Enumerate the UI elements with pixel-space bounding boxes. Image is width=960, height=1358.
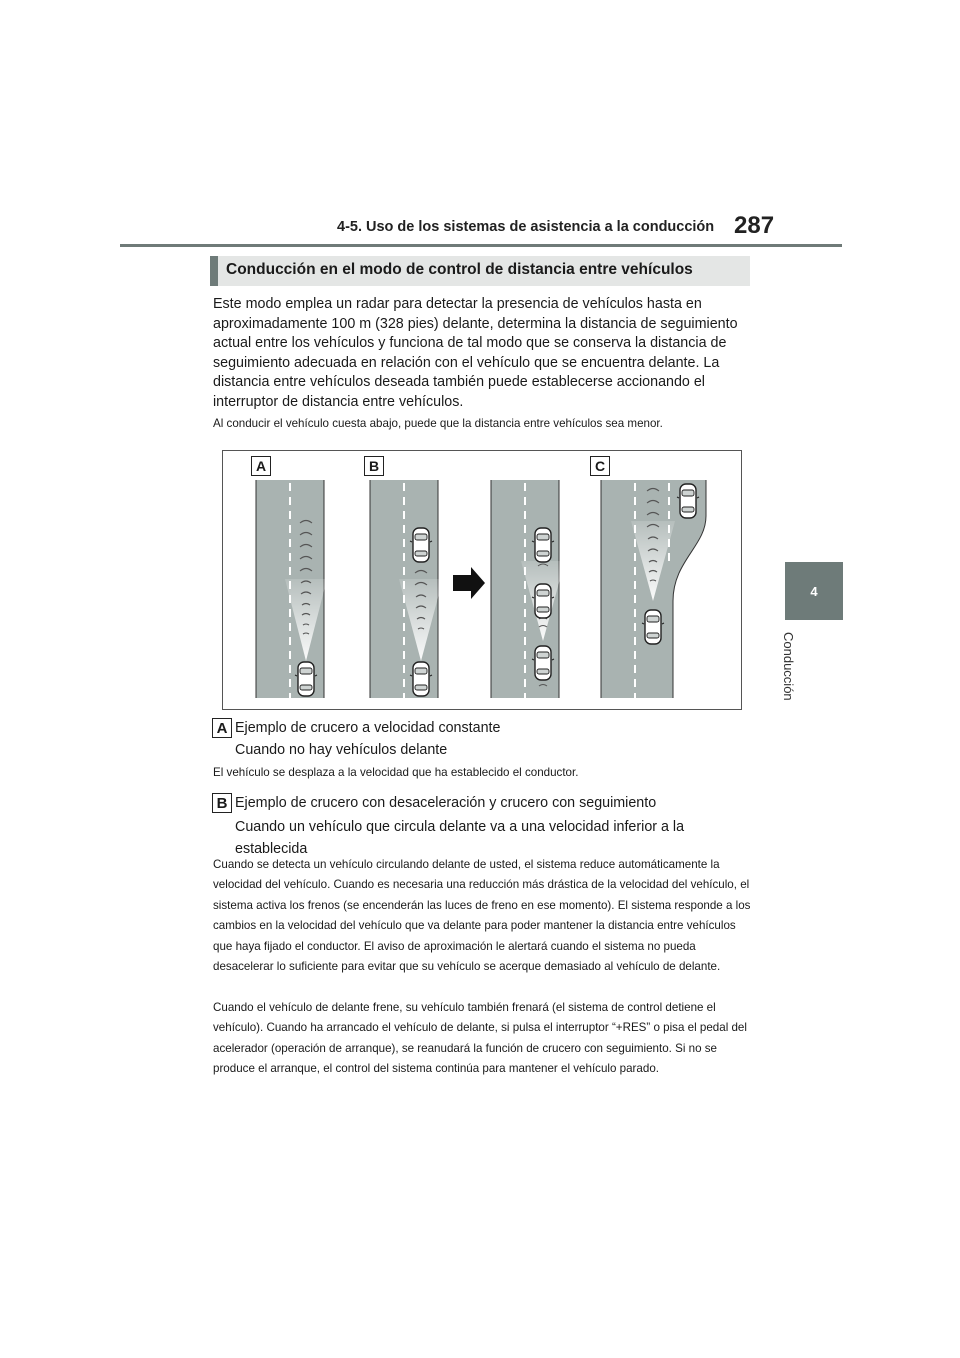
section-title: Conducción en el modo de control de distancia entre vehículos [226, 261, 693, 278]
paragraph-stop-and-go: Cuando el vehículo de delante frene, su vehículo también frenará (el sistema de control detiene el vehículo). Cuando ha arrancado el vehículo de delante, si pulsa el interruptor “+RES” o pisa el pedal del acelerador (operación de arranque), se reanudará la función de crucero con seguimiento. Si no se produce el arranque, el control del sistema continúa para mantener el vehículo parado. [213, 1001, 747, 1076]
leading-vehicle-icon [532, 528, 554, 562]
item-b-title: Ejemplo de crucero con desaceleración y crucero con seguimiento [235, 795, 657, 811]
cruise-control-figure [222, 450, 742, 710]
own-vehicle-icon [642, 610, 664, 644]
chapter-label: Conducción [781, 632, 796, 701]
item-b-subtitle: Cuando un vehículo que circula delante va a una velocidad inferior a la establecida [235, 819, 685, 857]
item-b-label: B [212, 793, 232, 813]
leading-vehicle-icon [410, 528, 432, 562]
figure-label-b: B [364, 456, 384, 476]
item-a-subtitle: Cuando no hay vehículos delante [235, 742, 448, 758]
figure-label-a: A [251, 456, 271, 476]
header-section-title: 4-5. Uso de los sistemas de asistencia a la conducción [337, 219, 715, 235]
leading-vehicle-icon [677, 484, 699, 518]
item-a-label: A [212, 718, 232, 738]
item-a-note: El vehículo se desplaza a la velocidad que ha establecido el conductor. [213, 766, 579, 779]
item-a-title: Ejemplo de crucero a velocidad constante [235, 720, 501, 736]
own-vehicle-icon [532, 646, 554, 680]
road-c [601, 480, 706, 698]
road-illustration [223, 451, 741, 709]
own-vehicle-icon [295, 662, 317, 696]
section-heading-bar [210, 256, 218, 286]
figure-label-c: C [590, 456, 610, 476]
intro-note: Al conducir el vehículo cuesta abajo, puede que la distancia entre vehículos sea menor. [213, 417, 663, 430]
road-b [370, 480, 443, 698]
own-vehicle-icon [410, 662, 432, 696]
arrow-right-icon [453, 567, 485, 599]
paragraph-following-control: Cuando se detecta un vehículo circulando delante de usted, el sistema reduce automáticamente la velocidad del vehículo. Cuando es necesaria una reducción más drástica de la velocidad del vehículo, el sistema activa los frenos (se encenderán las luces de freno en ese momento). El sistema responde a los cambios en la velocidad del vehículo que va delante para poder mantener la distancia entre vehículos que haya fijado el conductor. El aviso de aproximación le alertará cuando el sistema no pueda desacelerar lo suficiente para evitar que su vehículo se acerque demasiado al vehículo de delante. [213, 858, 751, 974]
road-b-continued [491, 480, 565, 698]
header-rule [120, 244, 842, 247]
chapter-tab: 4 [785, 562, 843, 620]
page-number: 287 [734, 212, 775, 239]
intro-paragraph: Este modo emplea un radar para detectar la presencia de vehículos hasta en aproximadamente 100 m (328 pies) delante, determina la distancia de seguimiento actual entre los vehículos y funciona de tal modo que se conserva la distancia de seguimiento adecuada en relación con el vehículo que se encuentra delante. La distancia entre vehículos deseada también puede establecerse accionando el interruptor de distancia entre vehículos. [213, 296, 738, 410]
road-a [256, 480, 327, 698]
leading-vehicle-icon [532, 584, 554, 618]
